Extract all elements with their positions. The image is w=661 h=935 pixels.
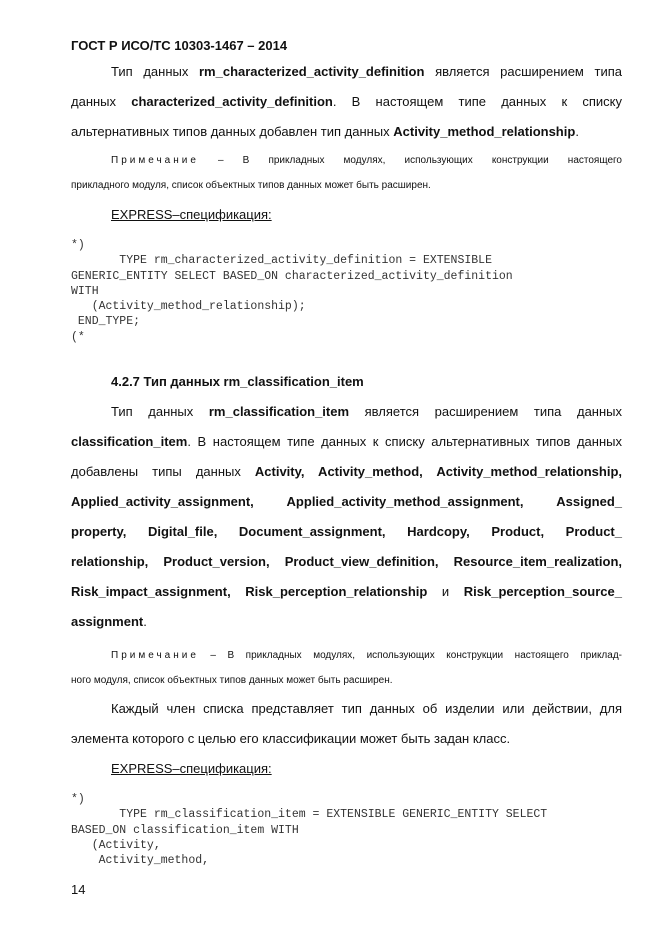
- paragraph-line: Тип данных rm_classification_item является расширением типа данных: [111, 404, 622, 419]
- paragraph-line: property, Digital_file, Document_assignment, Hardcopy, Product, Product_: [71, 524, 622, 539]
- paragraph-line: relationship, Product_version, Product_view_definition, Resource_item_realization,: [71, 554, 622, 569]
- paragraph-classification-purpose: [71, 694, 622, 754]
- paragraph-rm-classification-item: [71, 397, 622, 637]
- paragraph-line: assignment.: [71, 614, 147, 629]
- section-heading-4-2-7: 4.2.7 Тип данных rm_classification_item: [111, 374, 364, 389]
- express-spec-label: EXPRESS–спецификация:: [111, 207, 272, 222]
- note-2: [71, 643, 622, 693]
- paragraph-line: Risk_impact_assignment, Risk_perception_relationship и Risk_perception_source_: [71, 584, 622, 599]
- page-number: 14: [71, 882, 86, 897]
- express-spec-label: EXPRESS–спецификация:: [111, 761, 272, 776]
- paragraph-line: данных characterized_activity_definition. В настоящем типе данных к списку: [71, 94, 622, 109]
- express-code-block-2: *) TYPE rm_classification_item = EXTENSIBLE GENERIC_ENTITY SELECT BASED_ON classification_item WITH (Activity, Activity_method,: [71, 793, 548, 868]
- paragraph-line: classification_item. В настоящем типе данных к списку альтернативных типов данных: [71, 434, 622, 449]
- paragraph-line: Applied_activity_assignment, Applied_activity_method_assignment, Assigned_: [71, 494, 622, 509]
- paragraph-line: добавлены типы данных Activity, Activity_method, Activity_method_relationship,: [71, 464, 623, 479]
- document-header: ГОСТ Р ИСО/ТС 10303-1467 – 2014: [71, 38, 288, 53]
- note-1: [71, 148, 622, 198]
- note-line: прикладного модуля, список объектных типов данных может быть расширен.: [71, 180, 431, 191]
- paragraph-rm-characterized-activity-definition: [71, 57, 622, 147]
- note-label: Примечание: [111, 155, 199, 166]
- note-line: Примечание – В прикладных модулях, использующих конструкции настоящего: [111, 155, 622, 166]
- paragraph-line: Тип данных rm_characterized_activity_definition является расширением типа: [111, 64, 622, 79]
- note-label: Примечание: [111, 650, 199, 661]
- express-code-block-1: *) TYPE rm_characterized_activity_definition = EXTENSIBLE GENERIC_ENTITY SELECT BASED_ON characterized_activity_definition WITH (Activity_method_relationship); END_TYPE; (*: [71, 239, 513, 344]
- note-line: Примечание – В прикладных модулях, использующих конструкции настоящего приклад-: [111, 650, 622, 661]
- paragraph-line: элемента которого с целью его классификации может быть задан класс.: [71, 731, 511, 746]
- paragraph-line: Каждый член списка представляет тип данных об изделии или действии, для: [111, 701, 622, 716]
- paragraph-line: альтернативных типов данных добавлен тип данных Activity_method_relationship.: [71, 124, 579, 139]
- note-line: ного модуля, список объектных типов данных может быть расширен.: [71, 675, 393, 686]
